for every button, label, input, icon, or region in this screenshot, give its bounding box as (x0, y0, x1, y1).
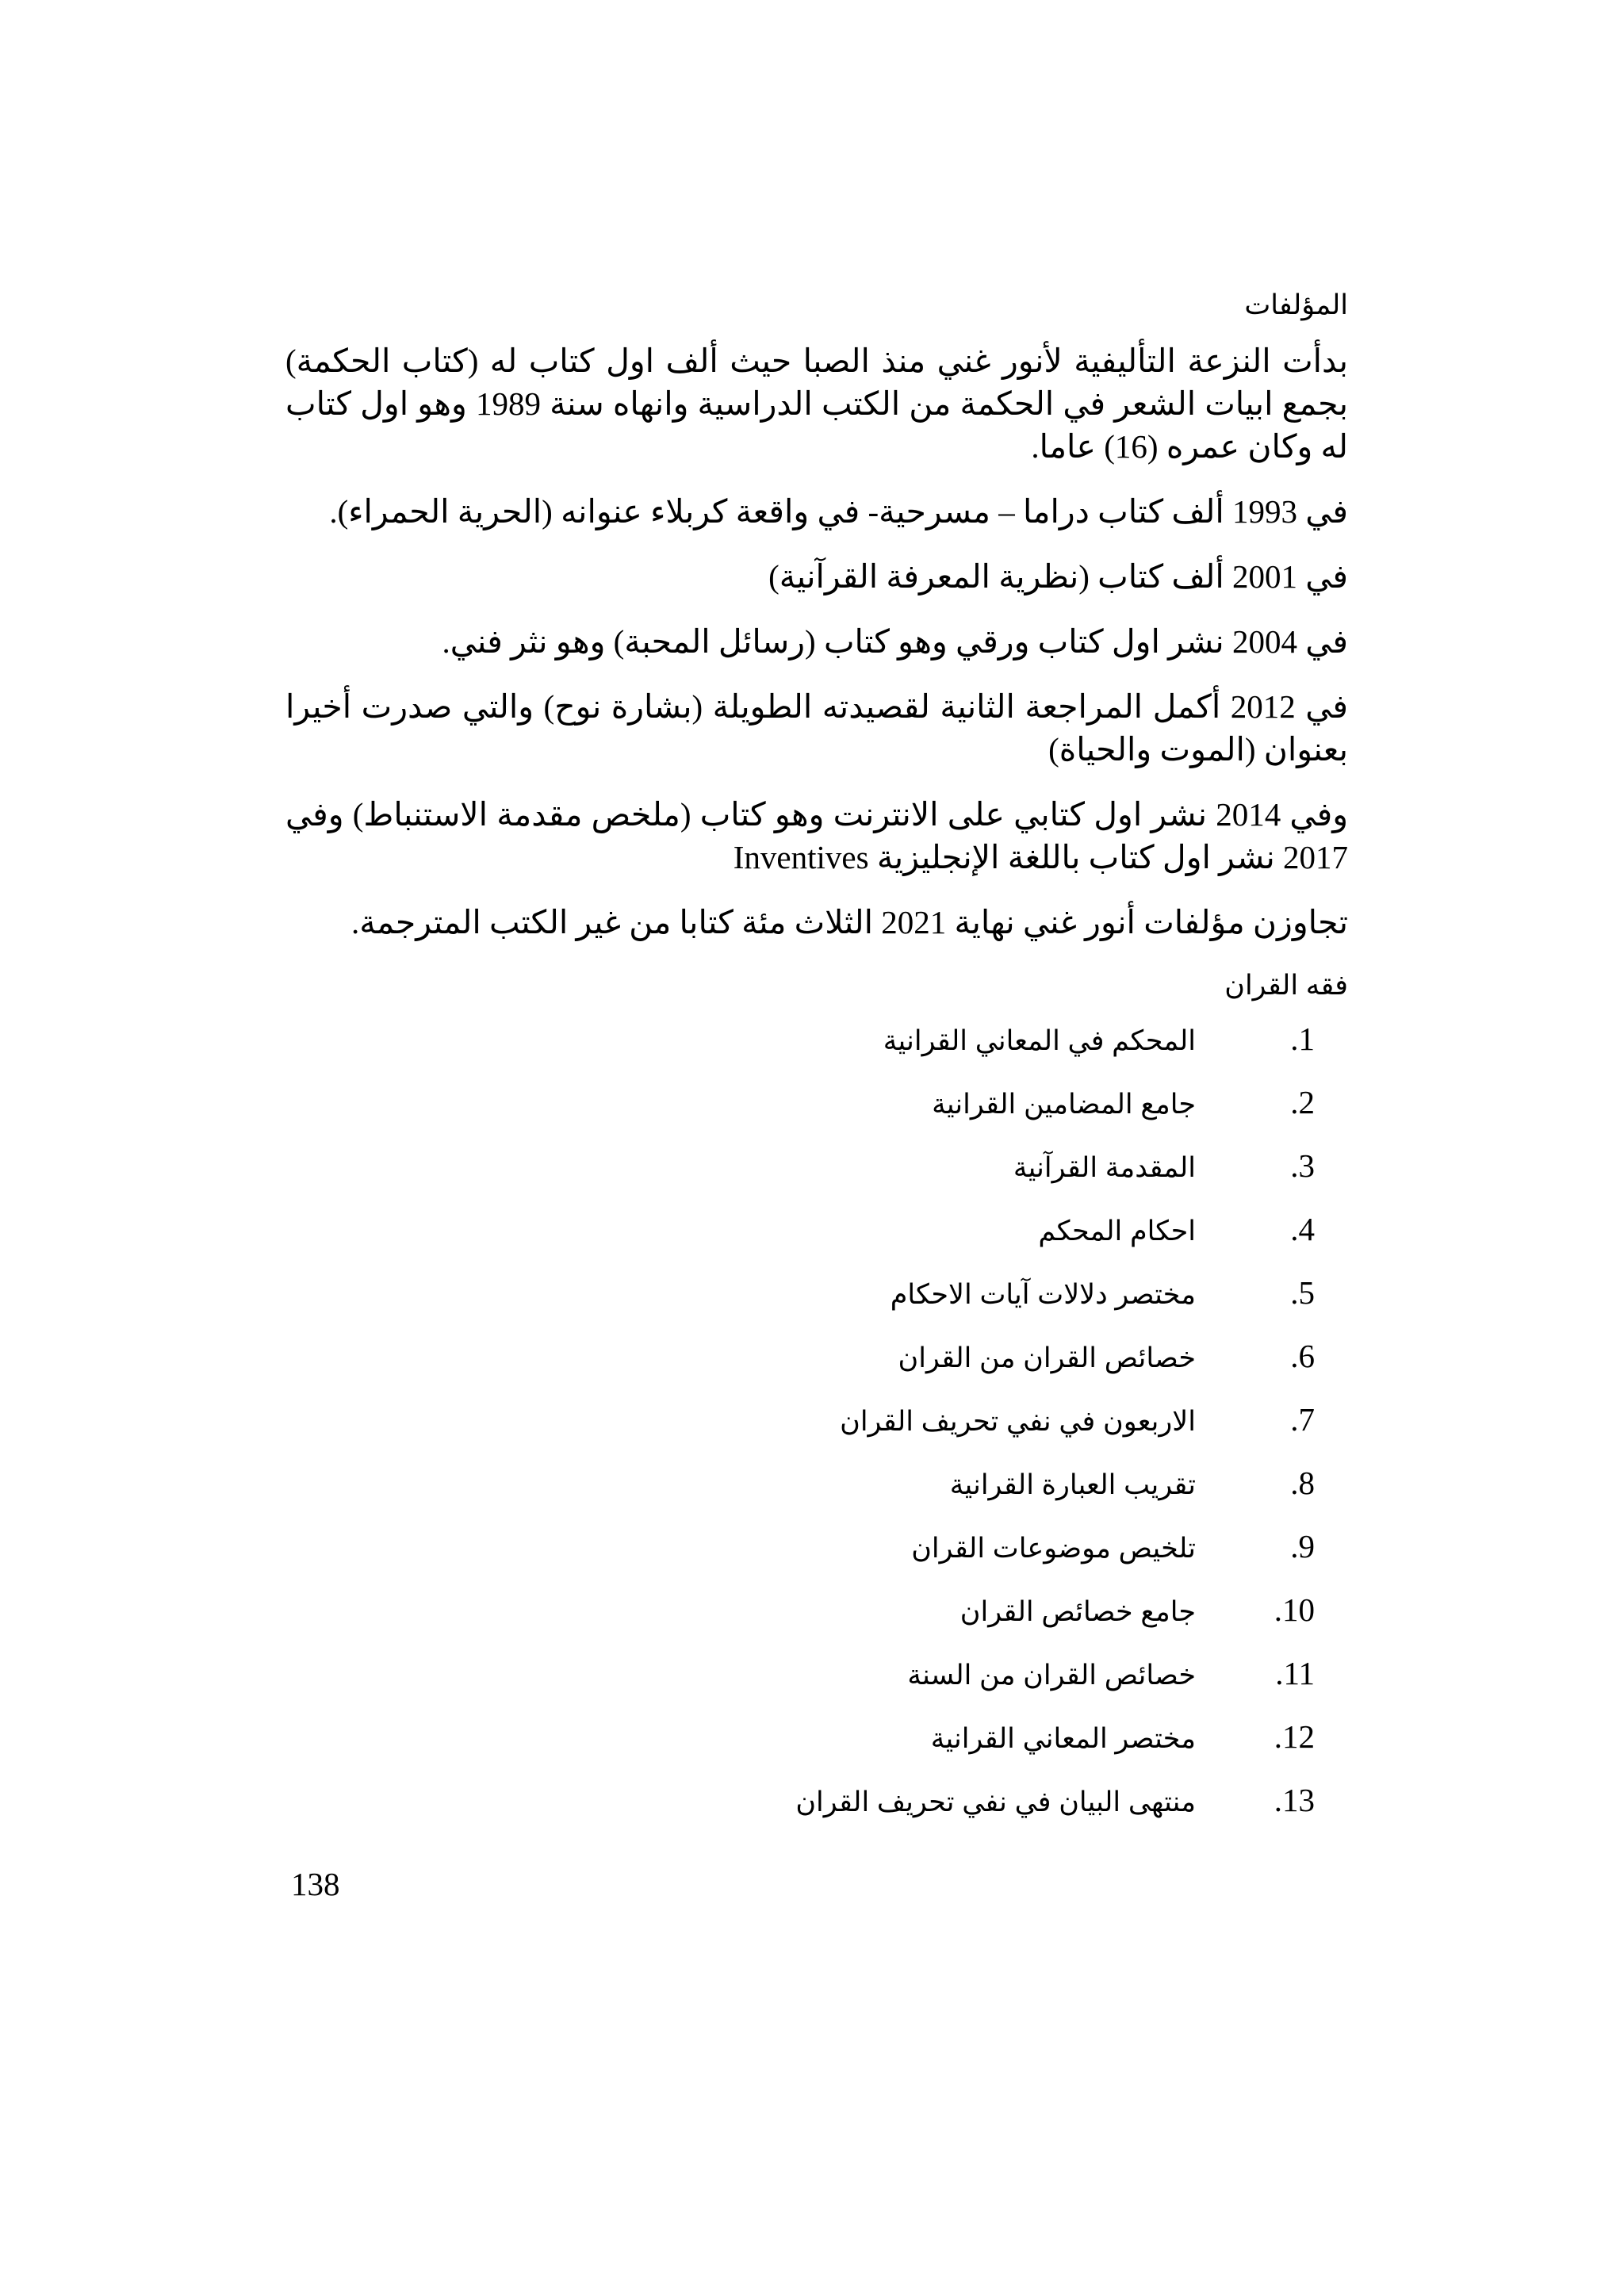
list-item-number: 3. (1290, 1147, 1315, 1184)
list-item (285, 1083, 1348, 1147)
list-item-title: تلخيص موضوعات القران (911, 1533, 1196, 1564)
list-item (285, 1400, 1348, 1464)
list-item-number: 4. (1290, 1211, 1315, 1247)
list-item (285, 1781, 1348, 1844)
list-item (285, 1147, 1348, 1210)
list-item-number: 10. (1274, 1591, 1315, 1628)
list-item-title: المقدمة القرآنية (1013, 1152, 1196, 1183)
list-item (285, 1020, 1348, 1083)
section-title: المؤلفات (1244, 289, 1348, 320)
book-list (285, 1020, 1348, 1844)
list-item-number: 12. (1274, 1718, 1315, 1755)
list-item-title: المحكم في المعاني القرانية (883, 1025, 1196, 1056)
list-item (285, 1210, 1348, 1273)
list-item-title: جامع خصائص القران (959, 1596, 1196, 1627)
list-item-number: 6. (1290, 1338, 1315, 1374)
list-item-number: 7. (1290, 1401, 1315, 1438)
list-item-title: تقريب العبارة القرانية (949, 1469, 1196, 1500)
list-item-number: 11. (1275, 1655, 1315, 1691)
list-item (285, 1464, 1348, 1527)
list-item-title: منتهى البيان في نفي تحريف القران (795, 1787, 1196, 1817)
paragraph-2001: في 2001 ألف كتاب (نظرية المعرفة القرآنية) (768, 558, 1348, 595)
subsection-title: فقه القران (1224, 970, 1348, 1001)
list-item-title: خصائص القران من القران (898, 1342, 1196, 1373)
list-item-number: 13. (1274, 1782, 1315, 1818)
paragraph-2012: في 2012 أكمل المراجعة الثانية لقصيدته الطويلة (بشارة نوح) والتي صدرت أخيرا بعنوان (الموت والحياة) (285, 688, 1348, 768)
list-item (285, 1591, 1348, 1654)
list-item-number: 1. (1290, 1021, 1315, 1057)
paragraph-1993: في 1993 ألف كتاب دراما – مسرحية- في واقعة كربلاء عنوانه (الحرية الحمراء). (329, 493, 1348, 530)
list-item-title: خصائص القران من السنة (907, 1660, 1196, 1691)
list-item (285, 1527, 1348, 1591)
list-item-number: 9. (1290, 1528, 1315, 1564)
list-item (285, 1718, 1348, 1781)
list-item (285, 1337, 1348, 1400)
paragraph-2004: في 2004 نشر اول كتاب ورقي وهو كتاب (رسائل المحبة) وهو نثر فني. (442, 623, 1348, 660)
page-body (285, 285, 1348, 1844)
list-item (285, 1654, 1348, 1718)
list-item-title: جامع المضامين القرانية (932, 1089, 1196, 1120)
paragraph-2021: تجاوزن مؤلفات أنور غني نهاية 2021 الثلاث مئة كتابا من غير الكتب المترجمة. (350, 904, 1348, 940)
list-item-number: 2. (1290, 1084, 1315, 1120)
list-item-title: احكام المحكم (1038, 1216, 1196, 1247)
paragraph-2014: وفي 2014 نشر اول كتابي على الانترنت وهو كتاب (ملخص مقدمة الاستنباط) وفي 2017 نشر اول كتاب باللغة الإنجليزية Inventives (285, 796, 1348, 875)
list-item-title: الاربعون في نفي تحريف القران (840, 1406, 1196, 1437)
list-item (285, 1273, 1348, 1337)
list-item-title: مختصر المعاني القرانية (930, 1723, 1196, 1754)
list-item-number: 5. (1290, 1274, 1315, 1311)
list-item-title: مختصر دلالات آيات الاحكام (890, 1279, 1196, 1310)
list-item-number: 8. (1290, 1465, 1315, 1501)
paragraph-intro: بدأت النزعة التأليفية لأنور غني منذ الصبا حيث ألف اول كتاب له (كتاب الحكمة) بجمع ابيات الشعر في الحكمة من الكتب الدراسية وانهاه سنة 1989 وهو اول كتاب له وكان عمره (16) عاما. (285, 343, 1348, 465)
page-number: 138 (291, 1866, 340, 1902)
